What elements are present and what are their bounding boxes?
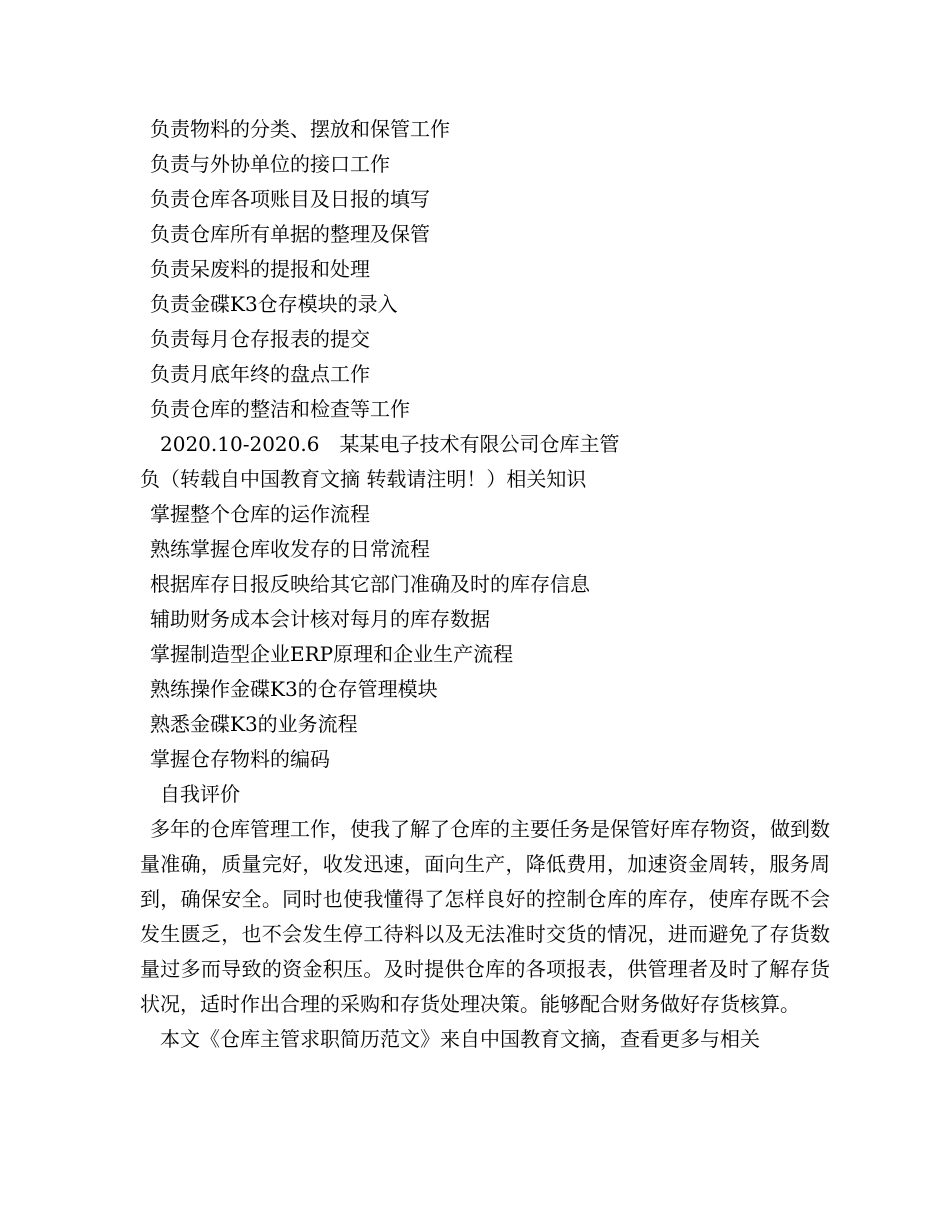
knowledge-item: 辅助财务成本会计核对每月的库存数据 (150, 607, 490, 631)
knowledge-item: 熟练掌握仓库收发存的日常流程 (150, 537, 430, 561)
knowledge-item: 掌握仓存物料的编码 (150, 747, 330, 771)
duty-item: 负责呆废料的提报和处理 (150, 257, 370, 281)
self-eval-body: 多年的仓库管理工作，使我了解了仓库的主要任务是保管好库存物资，做到数量准确，质量完好，收发迅速，面向生产，降低费用，加速资金周转，服务周到，确保安全。同时也使我懂得了怎样良好的控制仓库的库存，使库存既不会发生匮乏，也不会发生停工待料以及无法准时交货的情况，进而避免了存货数量过多而导致的资金积压。及时提供仓库的各项报表，供管理者及时了解存货状况，适时作出合理的采购和存货处理决策。能够配合财务做好存货核算。 (140, 817, 830, 1016)
knowledge-item: 掌握制造型企业ERP原理和企业生产流程 (150, 642, 514, 666)
job-period-line: 2020.10-2020.6 某某电子技术有限公司仓库主管 (160, 432, 620, 456)
self-eval-heading: 自我评价 (160, 782, 240, 806)
job-continuation-line: 负（转载自中国教育文摘 转载请注明！）相关知识 (140, 467, 587, 491)
knowledge-list (140, 497, 830, 777)
duties-list (140, 112, 830, 427)
document-content (140, 112, 830, 1057)
knowledge-item: 根据库存日报反映给其它部门准确及时的库存信息 (150, 572, 590, 596)
duty-item: 负责仓库各项账目及日报的填写 (150, 187, 430, 211)
duty-item: 负责金碟K3仓存模块的录入 (150, 292, 398, 316)
duty-item: 负责物料的分类、摆放和保管工作 (150, 117, 450, 141)
knowledge-item: 掌握整个仓库的运作流程 (150, 502, 370, 526)
duty-item: 负责每月仓存报表的提交 (150, 327, 370, 351)
duty-item: 负责仓库的整洁和检查等工作 (150, 397, 410, 421)
duty-item: 负责月底年终的盘点工作 (150, 362, 370, 386)
duty-item: 负责与外协单位的接口工作 (150, 152, 390, 176)
duty-item: 负责仓库所有单据的整理及保管 (150, 222, 430, 246)
knowledge-item: 熟练操作金碟K3的仓存管理模块 (150, 677, 438, 701)
knowledge-item: 熟悉金碟K3的业务流程 (150, 712, 358, 736)
footer-note: 本文《仓库主管求职简历范文》来自中国教育文摘，查看更多与相关 (160, 1027, 760, 1051)
